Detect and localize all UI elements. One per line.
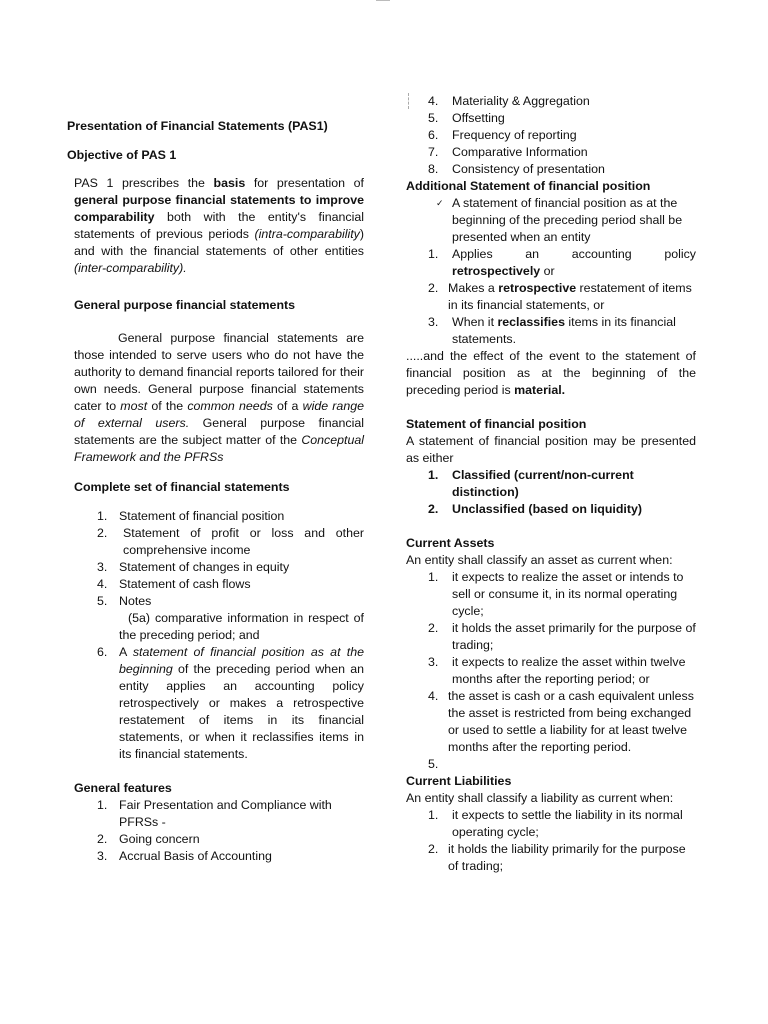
- list-item: 6. A statement of financial position as at the beginning of the preceding period when an entity applies an accounting policy retrospectively or makes a retrospective restatement of items in its financial statements, or when it reclassifies items in its financial statements.: [97, 645, 364, 761]
- list-item: 1. Statement of financial position: [97, 509, 285, 523]
- objective-heading: Objective of PAS 1: [67, 148, 177, 162]
- list-item-5a: (5a) comparative information in respect of the preceding period; and: [119, 611, 364, 642]
- general-features-list-continued: [428, 93, 696, 178]
- list-item: 5. Notes: [97, 594, 152, 608]
- complete-set-heading: Complete set of financial statements: [74, 480, 290, 494]
- list-item: 4. Materiality & Aggregation: [428, 94, 590, 108]
- sfp-list: [428, 467, 696, 518]
- list-item: 3. When it reclassifies items in its financial statements.: [428, 315, 676, 346]
- gpfs-paragraph: General purpose financial statements are those intended to serve users who do not have the authority to demand financial reports tailored for their own needs. General purpose financial statements cater to most of the common needs of a wide range of external users. General purpose financial statements are the subject matter of the Conceptual Framework and the PFRSs: [74, 331, 364, 464]
- list-item: 4. the asset is cash or a cash equivalent unless the asset is restricted from being exchanged or used to settle a liability for at least twelve months after the reporting period.: [428, 689, 694, 754]
- objective-paragraph: PAS 1 prescribes the basis for presentation of general purpose financial statements to improve comparability both with the entity's financial statements of previous periods (intra-comparability) and with the financial statements of other entities (inter-comparability).: [74, 176, 364, 275]
- list-item: 4. Statement of cash flows: [97, 577, 251, 591]
- current-assets-heading: Current Assets: [406, 536, 495, 550]
- list-item: 2. Makes a retrospective restatement of items in its financial statements, or: [428, 281, 692, 312]
- list-item: 1. it expects to settle the liability in its normal operating cycle;: [428, 808, 683, 839]
- top-edge-mark: [376, 0, 390, 1]
- general-features-heading: General features: [74, 781, 172, 795]
- list-item: 1. it expects to realize the asset or intends to sell or consume it, in its normal operating cycle;: [428, 570, 684, 618]
- current-assets-list: [428, 569, 696, 773]
- general-features-list: [97, 797, 347, 865]
- list-item: 1. Applies an accounting policy retrospectively or: [428, 247, 696, 278]
- list-item: 5.: [428, 757, 439, 771]
- current-liabilities-list: [428, 807, 696, 875]
- check-bullet-icon: ✓: [436, 198, 444, 208]
- list-item: 1. Fair Presentation and Compliance with PFRSs -: [97, 798, 332, 829]
- effect-paragraph: .....and the effect of the event to the statement of financial position as at the beginning of the preceding period is material.: [406, 349, 696, 397]
- list-item: 3. it expects to realize the asset within twelve months after the reporting period; or: [428, 655, 686, 686]
- list-item: 2. Statement of profit or loss and other comprehensive income: [97, 526, 364, 557]
- additional-sfp-list: [428, 246, 696, 348]
- gpfs-heading: General purpose financial statements: [74, 298, 296, 312]
- additional-sfp-bullet: ✓ A statement of financial position as at the beginning of the preceding period shall be presented when an entity: [436, 196, 683, 244]
- current-liabilities-heading: Current Liabilities: [406, 774, 512, 788]
- sfp-heading: Statement of financial position: [406, 417, 587, 431]
- additional-sfp-heading: Additional Statement of financial position: [406, 179, 651, 193]
- current-liabilities-intro: An entity shall classify a liability as current when:: [406, 791, 674, 805]
- list-item: 3. Statement of changes in equity: [97, 560, 290, 574]
- list-item: 2. it holds the asset primarily for the purpose of trading;: [428, 621, 696, 652]
- list-item: 2. Going concern: [97, 832, 200, 846]
- current-assets-intro: An entity shall classify an asset as current when:: [406, 553, 673, 567]
- list-item: 3. Accrual Basis of Accounting: [97, 849, 272, 863]
- left-column: [67, 118, 367, 865]
- list-item: 6. Frequency of reporting: [428, 128, 577, 142]
- complete-set-list: [97, 508, 364, 763]
- list-item: 5. Offsetting: [428, 111, 505, 125]
- list-item: 7. Comparative Information: [428, 145, 588, 159]
- list-item: 1. Classified (current/non-current distinction): [428, 468, 634, 499]
- list-item: 2. Unclassified (based on liquidity): [428, 502, 643, 516]
- list-item: 2. it holds the liability primarily for the purpose of trading;: [428, 842, 686, 873]
- list-item: 8. Consistency of presentation: [428, 162, 605, 176]
- sfp-intro: A statement of financial position may be presented as either: [406, 434, 696, 465]
- page-title: Presentation of Financial Statements (PAS1): [67, 119, 328, 133]
- right-column: [406, 93, 696, 875]
